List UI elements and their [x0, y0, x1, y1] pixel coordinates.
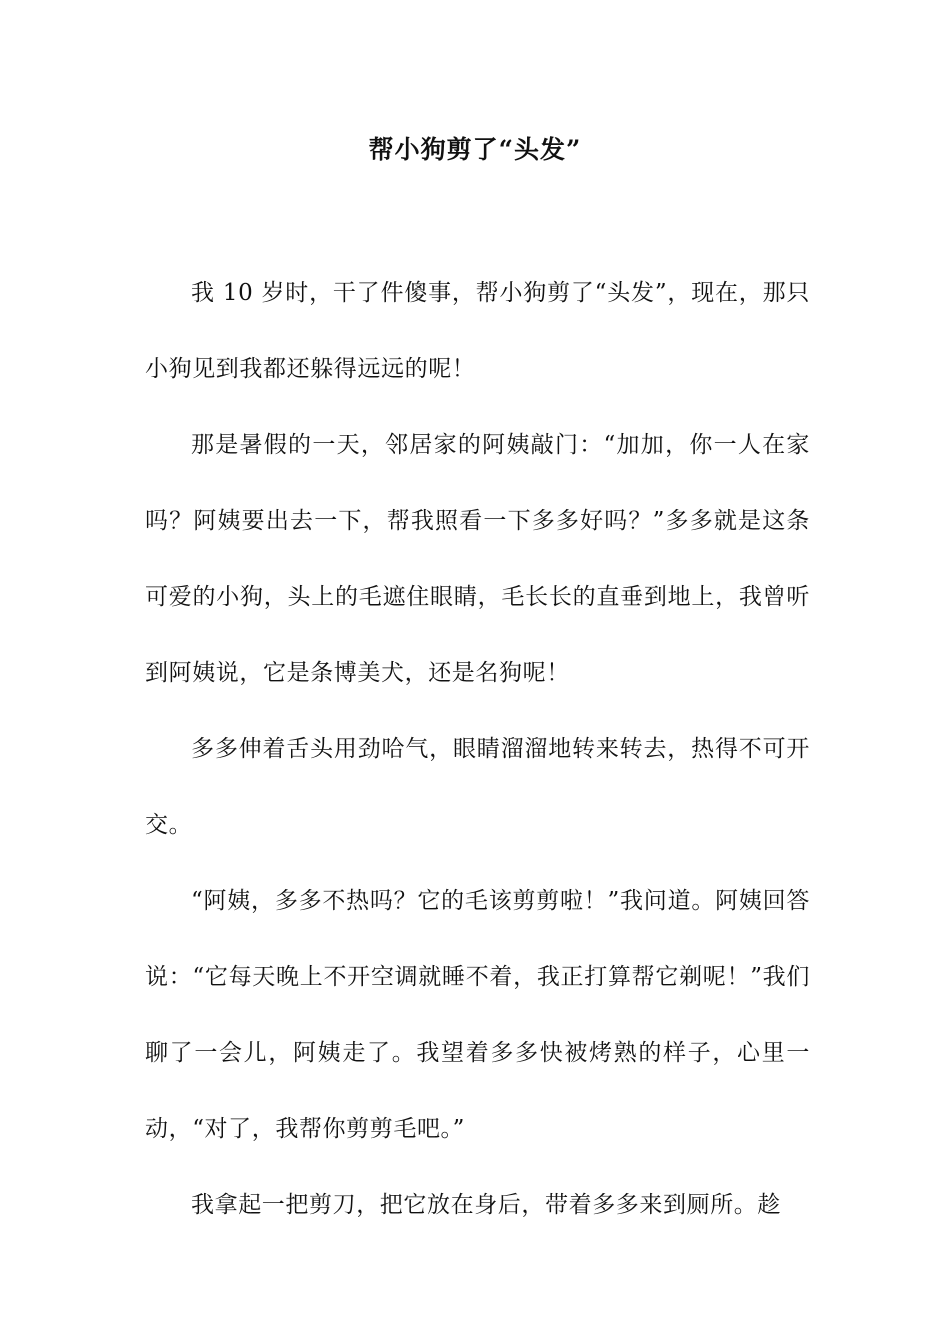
paragraph-5: 我拿起一把剪刀，把它放在身后，带着多多来到厕所。趁 [191, 1192, 781, 1218]
paragraph-4: “阿姨，多多不热吗？它的毛该剪剪啦！”我问道。阿姨回答说：“它每天晚上不开空调就睡不着，我正打算帮它剃呢！”我们聊了一会儿，阿姨走了。我望着多多快被烤熟的样子，心里一动，“对了，我帮你剪剪毛吧。” [145, 888, 810, 1142]
paragraph-1: 我 10 岁时，干了件傻事，帮小狗剪了“头发”，现在，那只小狗见到我都还躲得远远的呢！ [145, 280, 810, 382]
paragraph-2: 那是暑假的一天，邻居家的阿姨敲门：“加加，你一人在家吗？阿姨要出去一下，帮我照看一下多多好吗？”多多就是这条可爱的小狗，头上的毛遮住眼睛，毛长长的直垂到地上，我曾听到阿姨说，它是条博美犬，还是名狗呢！ [145, 432, 810, 686]
document-title: 帮小狗剪了“头发” [368, 135, 582, 164]
paragraph-3: 多多伸着舌头用劲哈气，眼睛溜溜地转来转去，热得不可开交。 [145, 736, 810, 838]
document-body [145, 255, 810, 1243]
